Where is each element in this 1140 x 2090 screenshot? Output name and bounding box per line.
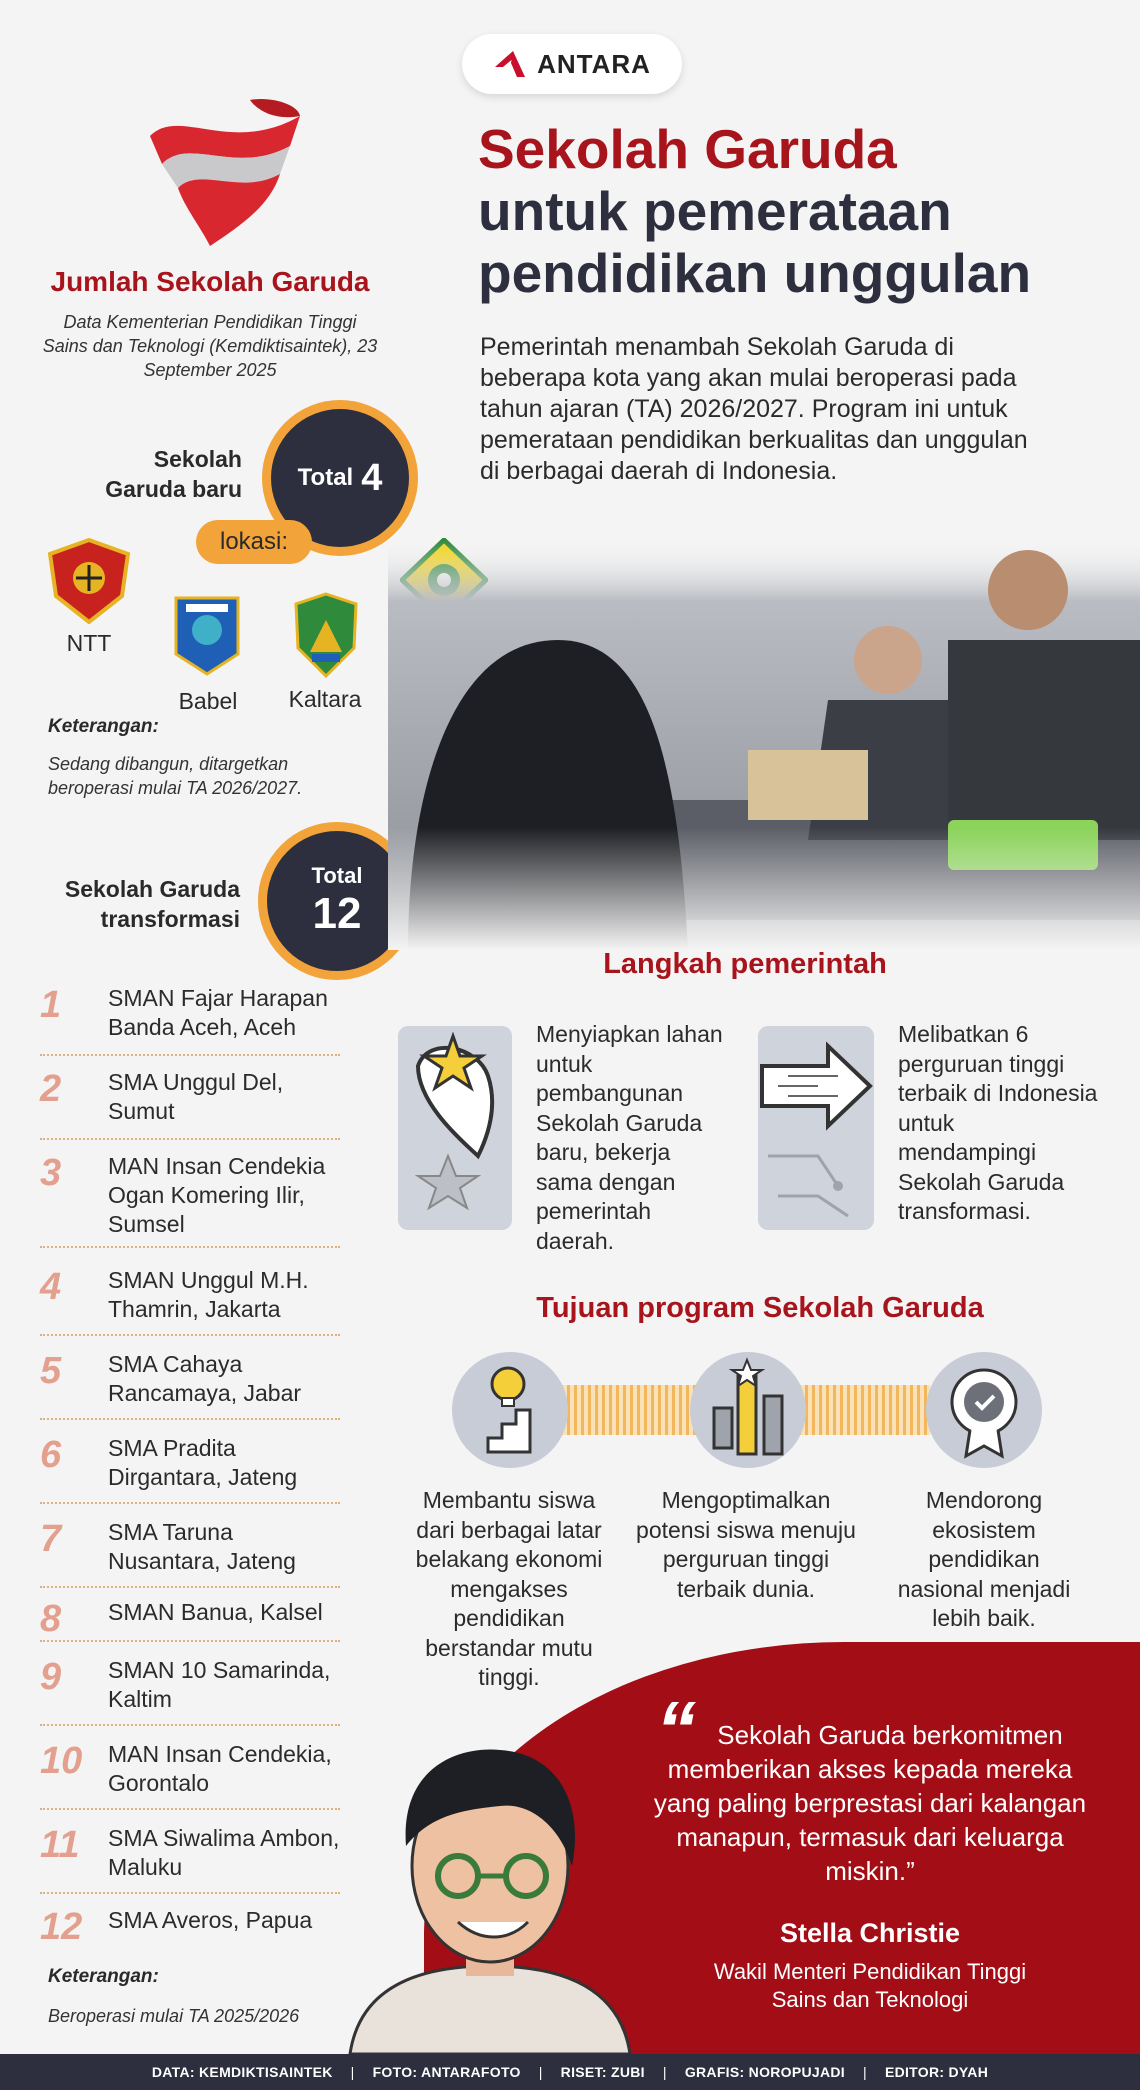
school-item-7 xyxy=(40,1518,340,1588)
antara-logo xyxy=(462,34,682,94)
school-number: 11 xyxy=(40,1824,80,1866)
school-name: SMA Cahaya Rancamaya, Jabar xyxy=(108,1351,302,1406)
baru-note-heading: Keterangan: xyxy=(48,716,159,737)
transformasi-label-line-1: Sekolah Garuda xyxy=(64,876,240,902)
quote-body: Sekolah Garuda berkomitmen memberikan akses kepada mereka yang paling berprestasi dari kalangan manapun, termasuk dari keluarga miskin.” xyxy=(653,1720,1087,1886)
lightbulb-stairs-icon xyxy=(452,1352,568,1468)
data-source-note: Data Kementerian Pendidikan Tinggi Sains dan Teknologi (Kemdiktisaintek), 23 September 2025 xyxy=(42,312,378,380)
quote-author-role: Wakil Menteri Pendidikan Tinggi Sains dan Teknologi xyxy=(713,1959,1027,2012)
credit-editor: EDITOR: DYAH xyxy=(884,2064,989,2080)
transformasi-note-text: Beroperasi mulai TA 2025/2026 xyxy=(48,2006,300,2026)
transformasi-total-label: Total xyxy=(311,863,363,888)
credit-separator: | xyxy=(350,2064,355,2080)
quote-mark: “ xyxy=(656,1685,696,1774)
school-number: 8 xyxy=(40,1598,62,1640)
school-number: 7 xyxy=(40,1518,62,1560)
bar-podium-icon xyxy=(690,1352,806,1468)
province-kaltara: Kaltara xyxy=(288,686,362,712)
province-ntt: NTT xyxy=(66,630,112,656)
school-number: 5 xyxy=(40,1350,62,1392)
intro-paragraph: Pemerintah menambah Sekolah Garuda di beberapa kota yang akan mulai beroperasi pada tahun ajaran (TA) 2026/2027. Program ini untuk pemerataan pendidikan berkualitas dan unggulan di berbagai daerah di Indonesia. xyxy=(480,333,1028,485)
school-number: 6 xyxy=(40,1434,62,1476)
school-item-5 xyxy=(40,1350,340,1420)
baru-total-value: 4 xyxy=(361,456,383,499)
lokasi-pill: lokasi: xyxy=(196,520,312,564)
credit-separator: | xyxy=(662,2064,667,2080)
tujuan-goal-2-text: Mengoptimalkan potensi siswa menuju perguruan tinggi terbaik dunia. xyxy=(636,1487,856,1602)
school-item-10 xyxy=(40,1740,340,1810)
school-number: 4 xyxy=(40,1266,62,1308)
school-number: 9 xyxy=(40,1656,62,1698)
transformasi-label-line-2: transformasi xyxy=(100,906,240,932)
baru-label-line-1: Sekolah xyxy=(153,446,242,472)
title-line-2: untuk pemerataan xyxy=(478,180,952,242)
circuit-arrow-icon xyxy=(758,1026,874,1230)
langkah-step-2-text: Melibatkan 6 perguruan tinggi terbaik di Indonesia untuk mendampingi Sekolah Garuda transformasi. xyxy=(898,1021,1098,1224)
school-name: SMAN 10 Samarinda, Kaltim xyxy=(108,1657,331,1712)
credit-separator: | xyxy=(538,2064,543,2080)
credit-photo: FOTO: ANTARAFOTO xyxy=(372,2064,521,2080)
star-pin-icon xyxy=(398,1026,512,1230)
school-item-3 xyxy=(40,1152,340,1248)
school-name: SMA Pradita Dirgantara, Jateng xyxy=(108,1435,298,1490)
students-photo xyxy=(388,540,1140,950)
tujuan-title: Tujuan program Sekolah Garuda xyxy=(536,1292,984,1324)
baru-total-label: Total xyxy=(297,464,354,491)
credit-graphics: GRAFIS: NOROPUJADI xyxy=(684,2064,845,2080)
babel-emblem-icon xyxy=(172,594,242,678)
school-number: 1 xyxy=(40,984,62,1026)
tujuan-goal-1-text: Membantu siswa dari berbagai latar belakang ekonomi mengakses pendidikan berstandar mutu tinggi. xyxy=(415,1487,603,1690)
ntt-emblem-icon xyxy=(46,538,132,624)
transformasi-label xyxy=(40,874,240,934)
school-number: 10 xyxy=(40,1740,83,1782)
baru-label-line-2: Garuda baru xyxy=(105,476,242,502)
school-name: SMA Taruna Nusantara, Jateng xyxy=(108,1519,296,1574)
school-name: SMA Unggul Del, Sumut xyxy=(108,1069,284,1124)
title-line-1: Sekolah Garuda xyxy=(478,118,897,180)
main-title xyxy=(478,118,1118,304)
quote-author-name: Stella Christie xyxy=(779,1918,961,1948)
title-line-3: pendidikan unggulan xyxy=(478,242,1032,304)
transformasi-note-heading: Keterangan: xyxy=(48,1966,159,1987)
langkah-step-1-text: Menyiapkan lahan untuk pembangunan Sekolah Garuda baru, bekerja sama dengan pemerintah daerah. xyxy=(536,1021,723,1254)
credit-research: RISET: ZUBI xyxy=(560,2064,645,2080)
kaltara-emblem-icon xyxy=(292,592,360,678)
province-babel: Babel xyxy=(178,688,238,714)
baru-label xyxy=(80,444,242,504)
school-name: SMAN Unggul M.H. Thamrin, Jakarta xyxy=(108,1267,309,1322)
school-item-9 xyxy=(40,1656,340,1726)
school-item-2 xyxy=(40,1068,340,1140)
antara-logo-text: ANTARA xyxy=(537,48,651,79)
school-name: SMAN Fajar Harapan Banda Aceh, Aceh xyxy=(108,985,328,1040)
school-item-6 xyxy=(40,1434,340,1504)
school-item-12 xyxy=(40,1906,340,1950)
school-number: 2 xyxy=(40,1068,62,1110)
school-name: SMA Averos, Papua xyxy=(108,1907,313,1933)
quote-text xyxy=(640,1718,1100,1888)
antara-mark-icon xyxy=(493,49,527,79)
school-name: SMAN Banua, Kalsel xyxy=(108,1599,323,1625)
left-section-title: Jumlah Sekolah Garuda xyxy=(50,266,370,297)
baru-note-text: Sedang dibangun, ditargetkan beroperasi mulai TA 2026/2027. xyxy=(48,754,303,798)
langkah-title: Langkah pemerintah xyxy=(603,948,887,980)
school-name: SMA Siwalima Ambon, Maluku xyxy=(108,1825,340,1880)
school-number: 3 xyxy=(40,1152,62,1194)
school-item-1 xyxy=(40,984,340,1056)
tujuan-goal-3-text: Mendorong ekosistem pendidikan nasional menjadi lebih baik. xyxy=(897,1487,1071,1631)
transformasi-total-value: 12 xyxy=(312,889,362,938)
school-item-8 xyxy=(40,1598,340,1642)
school-number: 12 xyxy=(40,1906,83,1948)
credits-footer xyxy=(0,2054,1140,2090)
school-item-11 xyxy=(40,1824,340,1894)
credit-data: DATA: KEMDIKTISAINTEK xyxy=(151,2064,333,2080)
award-badge-icon xyxy=(926,1352,1042,1468)
school-name: MAN Insan Cendekia, Gorontalo xyxy=(108,1741,332,1796)
school-name: MAN Insan Cendekia Ogan Komering Ilir, Sumsel xyxy=(108,1153,326,1237)
portrait-illustration xyxy=(340,1726,640,2054)
school-item-4 xyxy=(40,1266,340,1336)
credit-separator: | xyxy=(863,2064,867,2080)
ribbon-heart-icon xyxy=(140,96,304,254)
